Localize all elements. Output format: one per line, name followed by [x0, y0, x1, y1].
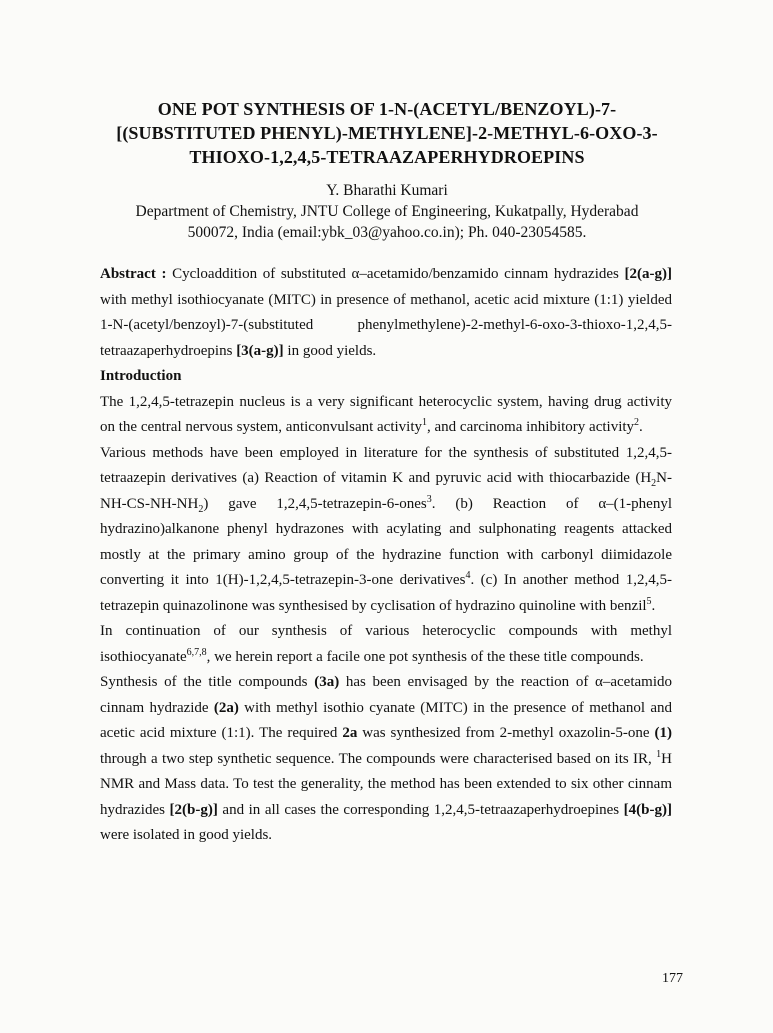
- text-run: Cycloaddition of substituted α–acetamido/benzamido cinnam hydrazides: [166, 266, 625, 282]
- text-run: has been envisaged by the reaction of α–acetamido cinnam hydrazide: [100, 674, 673, 716]
- title-line: ONE POT SYNTHESIS OF 1-N-(ACETYL/BENZOYL)-7-: [157, 99, 617, 119]
- author-block: [90, 180, 684, 243]
- text-run: were isolated in good yields.: [100, 827, 273, 843]
- text-run: ) gave 1,2,4,5-tetrazepin-6-ones: [203, 495, 427, 512]
- text-run: H NMR and Mass data. To test the generality, the method has been extended to six other cinnam hydrazides: [100, 750, 672, 818]
- body-text: [100, 262, 672, 849]
- compound-ref: 2a: [342, 725, 358, 741]
- author-name: Y. Bharathi Kumari: [326, 182, 448, 199]
- citation: 1: [422, 417, 428, 428]
- section-heading-introduction: Introduction: [100, 368, 182, 384]
- text-run: , we herein report a facile one pot synthesis of the these title compounds.: [206, 648, 644, 665]
- citation: 4: [465, 570, 471, 581]
- intro-paragraph-2: [100, 441, 672, 620]
- citation: 2: [634, 417, 640, 428]
- title-line: THIOXO-1,2,4,5-TETRAAZAPERHYDROEPINS: [189, 147, 585, 167]
- text-run: . (c) In another method 1,2,4,5-tetrazepin quinazolinone was synthesised by cyclisation of hydrazino quinoline with benzil: [100, 572, 673, 614]
- text-run: through a two step synthetic sequence. The compounds were characterised based on its IR,: [100, 750, 657, 767]
- compound-ref: [2(a-g)]: [624, 266, 672, 282]
- text-run: N-NH-CS-NH-NH: [100, 470, 672, 512]
- abstract-paragraph: [100, 262, 672, 364]
- citation: 3: [426, 493, 432, 505]
- text-run: was synthesized from 2-methyl oxazolin-5-one: [357, 725, 655, 741]
- text-run: Various methods have been employed in literature for the synthesis of substituted 1,2,4,5-tetraazepin derivatives (a) Reaction of vitamin K and pyruvic acid with thiocarbazide (H: [100, 444, 672, 486]
- text-run: with methyl isothiocyanate (MITC) in presence of methanol, acetic acid mixture (1:1) yielded 1-N-(acetyl/benzoyl)-7-(substituted phenylmethylene)-2-methyl-6-oxo-3-thioxo-1,2,4,5-tetraazaperhydroepins: [100, 291, 672, 359]
- page-number: 177: [662, 971, 683, 986]
- text-run: . (b) Reaction of α–(1-phenyl hydrazino)alkanone phenyl hydrazones with acylating and sulphonating reagents attacked mostly at the primary amino group of the hydrazine function with carbonyl diimidazole converting it into 1(H)-1,2,4,5-tetrazepin-3-one derivatives: [100, 495, 672, 588]
- compound-ref: (2a): [213, 699, 239, 716]
- text-run: The 1,2,4,5-tetrazepin nucleus is a very significant heterocyclic system, having drug activity on the central nervous system, anticonvulsant activity: [100, 393, 672, 435]
- text-run: , and carcinoma inhibitory activity: [427, 419, 635, 435]
- text-run: .: [651, 597, 656, 614]
- superscript: 1: [656, 748, 662, 760]
- compound-ref: (3a): [314, 674, 340, 690]
- text-run: in good yields.: [283, 342, 377, 359]
- citation: 5: [646, 595, 652, 607]
- compound-ref: [2(b-g)]: [169, 801, 218, 818]
- text-run: with methyl isothio cyanate (MITC) in the presence of methanol and acetic acid mixture (1:1). The required: [100, 699, 672, 741]
- text-run: and in all cases the corresponding 1,2,4,5-tetraazaperhydroepines: [217, 801, 624, 818]
- abstract-label: Abstract :: [100, 266, 167, 282]
- citation: 6,7,8: [186, 646, 207, 658]
- affiliation-line: Department of Chemistry, JNTU College of Engineering, Kukatpally, Hyderabad: [135, 203, 639, 220]
- subscript: 2: [198, 503, 204, 515]
- compound-ref: (1): [654, 725, 672, 741]
- text-run: In continuation of our synthesis of various heterocyclic compounds with methyl isothiocyanate: [100, 623, 672, 665]
- affiliation-line: 500072, India (email:ybk_03@yahoo.co.in); Ph. 040-23054585.: [187, 224, 587, 241]
- compound-ref: [4(b-g)]: [623, 801, 672, 818]
- intro-paragraph-1: [100, 390, 672, 441]
- paper-title: [90, 97, 684, 169]
- intro-paragraph-4: [100, 670, 672, 849]
- intro-paragraph-3: [100, 619, 672, 670]
- text-run: Synthesis of the title compounds: [100, 674, 315, 690]
- text-run: .: [639, 419, 643, 435]
- subscript: 2: [651, 478, 657, 489]
- compound-ref: [3(a-g)]: [236, 342, 284, 359]
- title-line: [(SUBSTITUTED PHENYL)-METHYLENE]-2-METHYL-6-OXO-3-: [116, 123, 658, 143]
